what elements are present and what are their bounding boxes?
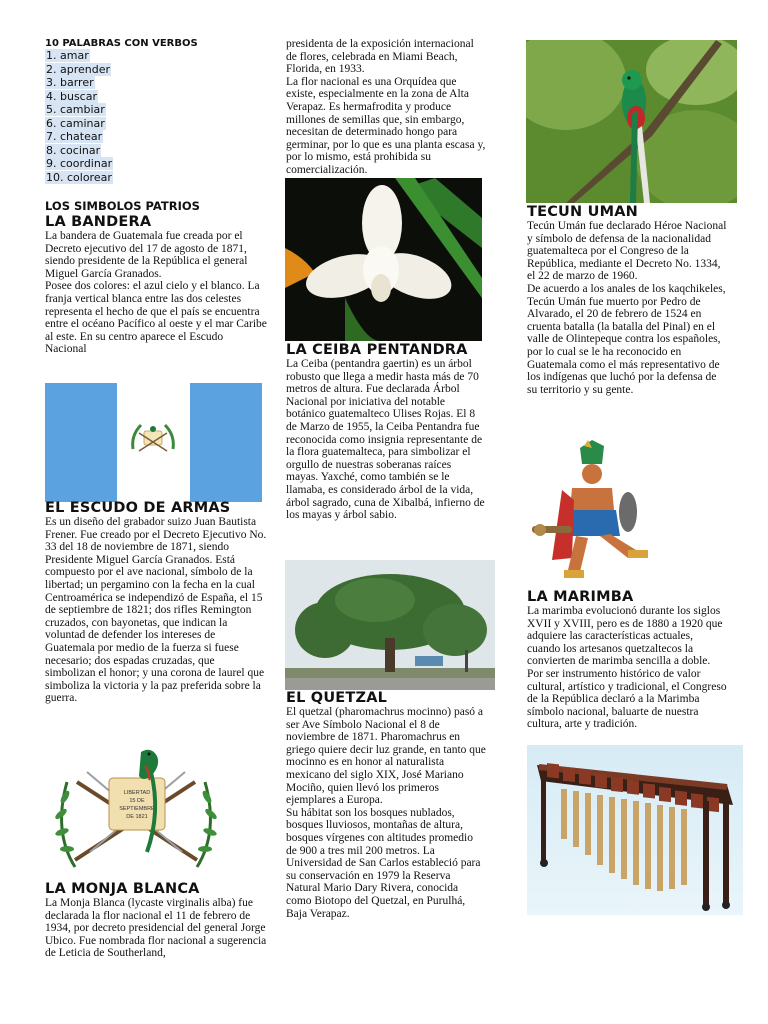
tecun-paragraph-1: Tecún Umán fue declarado Héroe Nacional y símbolo de defensa de la nacionalidad guatemalteca por el Congreso de la República, mediante el Decreto No. 1334, el 22 de marzo de 1960. — [527, 220, 727, 283]
escudo-section — [45, 500, 267, 705]
marimba-paragraph-1: La marimba evolucionó durante los siglos XVII y XVIII, pero es de 1880 a 1920 que adquiere las características actuales, cuando los artesanos quetzaltecos la convierten de marimba sencilla a doble. Por ser instrumento histórico de valor cultural, artístico y tradicional, el Congreso de la República declaró a la Marimba símbolo nacional, baluarte de nuestra cultura, arte y tradición. — [527, 605, 727, 731]
ceiba-paragraph-1: La Ceiba (pentandra gaertin) es un árbol robusto que llega a medir hasta más de 70 metros de altura. Fue declarada Árbol Nacional por iniciativa del notable botánico guatemalteco Ulises Rojas. El 8 de Marzo de 1955, la Ceiba Pentandra fue reconocida como insignia representante de la flora guatemalteca, para simbolizar el orgullo de nuestras soberanas raíces mayas. Yaxché, como también se le llamaba, es considerado árbol de la vida, árbol sagrado, cuna de Xibalbá, infierno de los mayas y árbol sabio. — [286, 358, 485, 522]
marimba-image — [527, 745, 743, 915]
tecun-uman-image — [532, 440, 664, 586]
marimba-section — [527, 589, 727, 731]
bandera-section — [45, 214, 267, 356]
scroll-line-2: 15 DE — [129, 798, 145, 804]
escudo-paragraph-1: Es un diseño del grabador suizo Juan Bautista Frener. Fue creado por el Decreto Ejecutivo No. 33 del 18 de noviembre de 1871, siendo Presidente Miguel García Granados. Está compuesto por el ave nacional, símbolo de la libertad; un pergamino con la fecha en la cual Centroamérica se independizó de España, el 15 de septiembre de 1821; dos rifles Remington cruzados, con bayonetas, que indican la voluntad de defender los intereses de Guatemala por medio de la fuerza si fuese necesario; dos espadas cruzadas, que simbolizan el honor; y una corona de laurel que simboliza la victoria y la paz preferida sobre la guerra. — [45, 516, 267, 705]
verbs-title: 10 PALABRAS CON VERBOS — [45, 38, 198, 49]
scroll-line-3: SEPTIEMBRE — [119, 806, 155, 812]
list-item: 6. caminar — [46, 116, 105, 130]
verbs-section — [45, 38, 265, 184]
tecun-section — [527, 204, 727, 396]
list-item: 2. aprender — [46, 62, 111, 76]
escudo-heading: EL ESCUDO DE ARMAS — [45, 500, 231, 516]
quetzal-section — [286, 690, 486, 920]
ceiba-section — [286, 342, 486, 522]
monja-paragraph-1: La Monja Blanca (lycaste virginalis alba) fue declarada la flor nacional el 11 de febrero de 1934, por decreto presidencial del general Jorge Ubico. Fue nombrada flor nacional a sugerencia de Leticia de Southerland, — [45, 897, 267, 960]
list-item: 5. cambiar — [46, 103, 105, 116]
scroll-line-1: LIBERTAD — [123, 790, 151, 796]
monja-section — [45, 881, 267, 960]
quetzal-paragraph-2: Su hábitat son los bosques nublados, bosques lluviosos, montañas de altura, bosques vírgenes con altitudes promedio de 900 a tres mil 200 metros. La Universidad de San Carlos estableció para su conservación en 1979 la Reserva Natural Mario Dary Rivera, conocida como Biotopo del Quetzal, en Purulhá, Baja Verapaz. — [286, 806, 481, 920]
ceiba-tree-image — [285, 560, 495, 690]
list-item: 4. buscar — [46, 89, 97, 103]
bandera-heading: LA BANDERA — [45, 214, 152, 230]
orchid-paragraph-2: La flor nacional es una Orquídea que existe, especialmente en la zona de Alta Verapaz. Es hermafrodita y produce millones de semillas que, sin embargo, necesitan de determinado hongo para germinar, por lo que es una planta escasa y, por lo mismo, está prohibida su comercialización. — [286, 75, 486, 176]
tecun-heading: TECUN UMAN — [527, 204, 638, 220]
marimba-heading: LA MARIMBA — [527, 589, 634, 605]
coat-of-arms-image — [45, 742, 227, 880]
monja-heading: LA MONJA BLANCA — [45, 881, 200, 897]
list-item: 3. barrer — [46, 76, 94, 89]
list-item: 7. chatear — [46, 130, 103, 143]
list-item: 10. colorear — [46, 170, 112, 184]
verbs-list — [45, 49, 265, 184]
orchid-text-section — [286, 38, 486, 177]
quetzal-heading: EL QUETZAL — [286, 690, 388, 706]
bandera-paragraph-2: Posee dos colores: el azul cielo y el blanco. La franja vertical blanca entre las dos celestes representa el hecho de que el país se encuentra entre el océano Pacífico al oeste y el mar Caribe al este. En su centro aparece el Escudo Nacional — [45, 280, 267, 356]
quetzal-paragraph-1: El quetzal (pharomachrus mocinno) pasó a ser Ave Símbolo Nacional el 8 de noviembre de 1871. Pharomachrus en griego quiere decir luz grande, en tanto que mocinno es en honor al naturalista mexicano del siglo XIX, José Mariano Mociño, quien llevó los primeros ejemplares a Europa. — [286, 706, 486, 807]
tecun-paragraph-2: De acuerdo a los anales de los kaqchikeles, Tecún Umán fue muerto por Pedro de Alvarado, el 20 de febrero de 1524 en cruenta batalla (la batalla del Pinal) en el valle de Olintepeque contra los españoles, por lo cual se le ha reconocido en Guatemala como el más representativo de los indígenas que luchó por la defensa de su territorio y su gente. — [527, 282, 726, 396]
symbols-title: LOS SIMBOLOS PATRIOS — [45, 199, 200, 213]
list-item: 9. coordinar — [46, 157, 113, 170]
list-item: 1. amar — [46, 49, 89, 62]
list-item: 8. cocinar — [46, 143, 101, 157]
guatemala-flag-image — [45, 383, 262, 502]
orchid-paragraph-1: presidenta de la exposición internacional de flores, celebrada en Miami Beach, Florida, en 1933. — [286, 38, 474, 76]
quetzal-bird-image — [526, 40, 737, 203]
bandera-paragraph-1: La bandera de Guatemala fue creada por el Decreto ejecutivo del 17 de agosto de 1871, siendo presidente de la República el general Miguel García Granados. — [45, 230, 248, 280]
monja-blanca-orchid-image — [285, 178, 482, 341]
ceiba-heading: LA CEIBA PENTANDRA — [286, 342, 468, 358]
scroll-line-4: DE 1821 — [126, 814, 148, 820]
